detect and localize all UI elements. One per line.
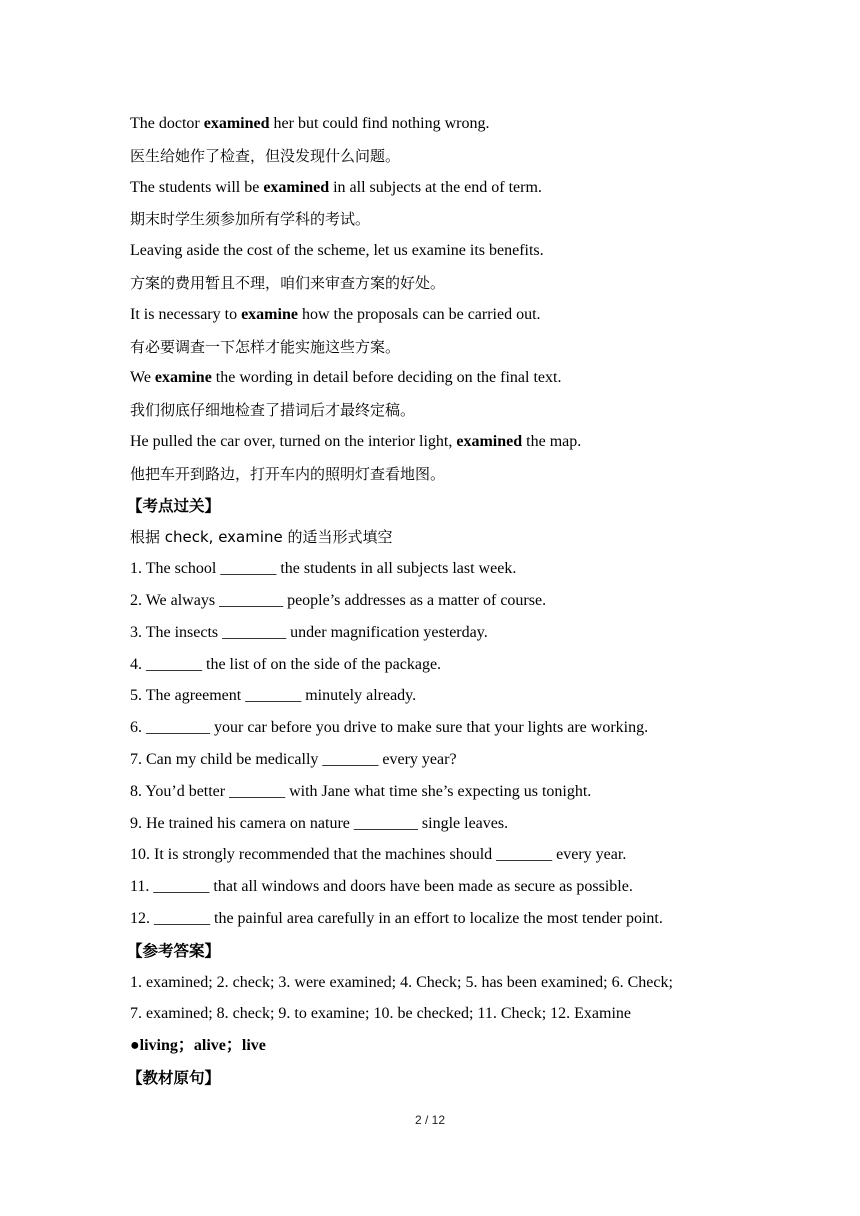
question-item: 11. _______ that all windows and doors have been made as secure as possible. (130, 878, 633, 896)
question-item: 6. ________ your car before you drive to make sure that your lights are working. (130, 719, 649, 737)
example-sentence-zh: 有必要调查一下怎样才能实施这些方案。 (130, 337, 401, 356)
exercise-heading: 【考点过关】 (127, 496, 221, 515)
answer-list (130, 971, 740, 1035)
example-sentence-zh: 方案的费用暂且不理，咱们来审查方案的好处。 (130, 273, 446, 292)
next-topic-heading: ●living；alive；live (130, 1037, 266, 1055)
question-item: 9. He trained his camera on nature ________ single leaves. (130, 814, 509, 832)
example-sentence-en: It is necessary to examine how the proposals can be carried out. (130, 305, 541, 323)
example-sentence-en: Leaving aside the cost of the scheme, let us examine its benefits. (130, 242, 544, 260)
example-sentence-en: The doctor examined her but could find nothing wrong. (130, 115, 490, 132)
question-list (130, 557, 740, 939)
textbook-heading: 【教材原句】 (127, 1068, 221, 1087)
page-number: 2 / 12 (414, 1113, 446, 1127)
example-sentence-en: He pulled the car over, turned on the interior light, examined the map. (130, 432, 582, 450)
example-sentence-zh: 期末时学生须参加所有学科的考试。 (130, 210, 371, 229)
question-item: 2. We always ________ people’s addresses as a matter of course. (130, 591, 547, 609)
answer-line: 7. examined; 8. check; 9. to examine; 10. be checked; 11. Check; 12. Examine (130, 1005, 632, 1023)
question-item: 12. _______ the painful area carefully in an effort to localize the most tender point. (130, 909, 663, 927)
question-item: 3. The insects ________ under magnification yesterday. (130, 623, 488, 641)
question-item: 8. You’d better _______ with Jane what time she’s expecting us tonight. (130, 782, 592, 800)
question-item: 7. Can my child be medically _______ every year? (130, 750, 457, 768)
example-list (130, 112, 740, 494)
example-sentence-zh: 我们彻底仔细地检查了措词后才最终定稿。 (130, 401, 416, 420)
exercise-instruction: 根据 check, examine 的适当形式填空 (130, 528, 393, 547)
example-sentence-zh: 他把车开到路边，打开车内的照明灯查看地图。 (130, 464, 446, 483)
page-content (127, 112, 740, 1098)
answers-heading: 【参考答案】 (127, 941, 221, 960)
example-sentence-zh: 医生给她作了检查，但没发现什么问题。 (130, 146, 401, 165)
question-item: 1. The school _______ the students in all subjects last week. (130, 560, 517, 578)
question-item: 5. The agreement _______ minutely already. (130, 687, 417, 705)
example-sentence-en: The students will be examined in all subjects at the end of term. (130, 178, 542, 196)
answer-line: 1. examined; 2. check; 3. were examined; 4. Check; 5. has been examined; 6. Check; (130, 973, 673, 991)
question-item: 10. It is strongly recommended that the machines should _______ every year. (130, 846, 627, 864)
question-item: 4. _______ the list of on the side of the package. (130, 655, 442, 673)
example-sentence-en: We examine the wording in detail before deciding on the final text. (130, 369, 562, 387)
